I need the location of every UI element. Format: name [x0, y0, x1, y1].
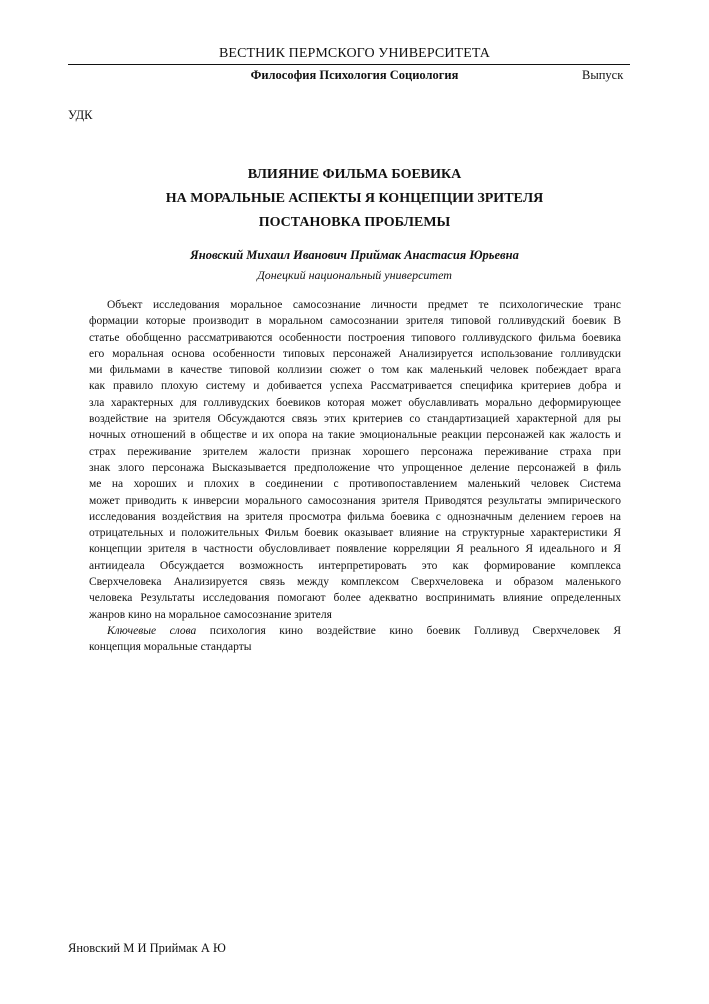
abstract-line: знак злого персонажа Высказывается предположение что упрощенное деление персонажей в филь [89, 461, 621, 474]
abstract-line: исследования воздействия на зрителя просмотра фильма боевика с однозначным делением героев на [89, 510, 621, 523]
abstract-line: ночных отношений в обществе и их опора на такие эмоциональные реакции персонажей как жалость и [89, 429, 621, 442]
keywords-text: психология кино воздействие кино боевик Голливуд Сверхчеловек Я [209, 624, 621, 637]
abstract-line: антиидеала Обсуждается возможность интерпретировать это как формирование комплекса [89, 559, 621, 572]
title-line: ПОСТАНОВКА ПРОБЛЕМЫ [258, 215, 451, 230]
abstract-line: формации которые производит в моральном самосознании зрителя типовой голливудский боевик В [89, 315, 621, 328]
abstract-line: отрицательных и положительных Фильм боевик оказывает влияние на структурные характеристики Я [89, 527, 621, 540]
udk-label: УДК [68, 108, 93, 122]
abstract-line: как правило плохую систему и добивается успеха Рассматривается специфика критериев добра и [89, 380, 621, 393]
title-line: НА МОРАЛЬНЫЕ АСПЕКТЫ Я КОНЦЕПЦИИ ЗРИТЕЛЯ [165, 191, 544, 206]
article-title [0, 163, 709, 235]
keywords-label: Ключевые слова [107, 624, 197, 637]
affiliation: Донецкий национальный университет [257, 268, 452, 282]
section-title: Философия Психология Социология [250, 68, 459, 82]
header-rule [68, 64, 630, 65]
abstract-line: ми фильмами в качестве типовой коллизии сюжет о том как маленький человек побеждает врага [89, 364, 621, 377]
abstract-line: Объект исследования моральное самосознание личности предмет те психологические транс [107, 299, 621, 311]
abstract-line: концепции зрителя в частности обусловливает появление корреляции Я реального Я идеального и Я [89, 543, 621, 556]
abstract-line: воздействие на зрителя Обсуждаются связь этих критериев со стандартизацией характерной для ры [89, 413, 621, 426]
title-line: ВЛИЯНИЕ ФИЛЬМА БОЕВИКА [247, 167, 462, 182]
journal-title: ВЕСТНИК ПЕРМСКОГО УНИВЕРСИТЕТА [218, 46, 491, 61]
abstract [89, 297, 621, 656]
abstract-line: зла характерных для голливудских боевиков которая может обуславливать морально деформирующее [89, 396, 621, 409]
abstract-line: Сверхчеловека Анализируется связь между комплексом Сверхчеловека и образом маленького [89, 576, 621, 589]
issue-label: Выпуск [582, 68, 624, 82]
abstract-line: его моральная основа особенности типовых персонажей Анализируется использование голливудски [89, 347, 621, 360]
keywords-line-2: концепция моральные стандарты [89, 641, 252, 654]
authors: Яновский Михаил Иванович Приймак Анастасия Юрьевна [190, 248, 519, 262]
abstract-line: человека Результаты исследования помогают более адекватно воспринимать влияние определенных [89, 592, 621, 605]
abstract-line: статье обобщенно рассматриваются особенности построения типового голливудского фильма боевика [89, 331, 621, 344]
abstract-line: страх переживание зрителем жалости признак хорошего персонажа переживание страха при [89, 445, 621, 458]
keywords-line [89, 623, 621, 639]
abstract-line: ме на хороших и плохих в соединении с противопоставлением маленький человек Система [89, 478, 621, 491]
abstract-line: может приводить к инверсии морального самосознания зрителя Приводятся результаты эмпирического [89, 494, 621, 507]
abstract-line: жанров кино на моральное самосознание зрителя [89, 608, 332, 621]
footer-authors: Яновский М И Приймак А Ю [68, 941, 226, 955]
